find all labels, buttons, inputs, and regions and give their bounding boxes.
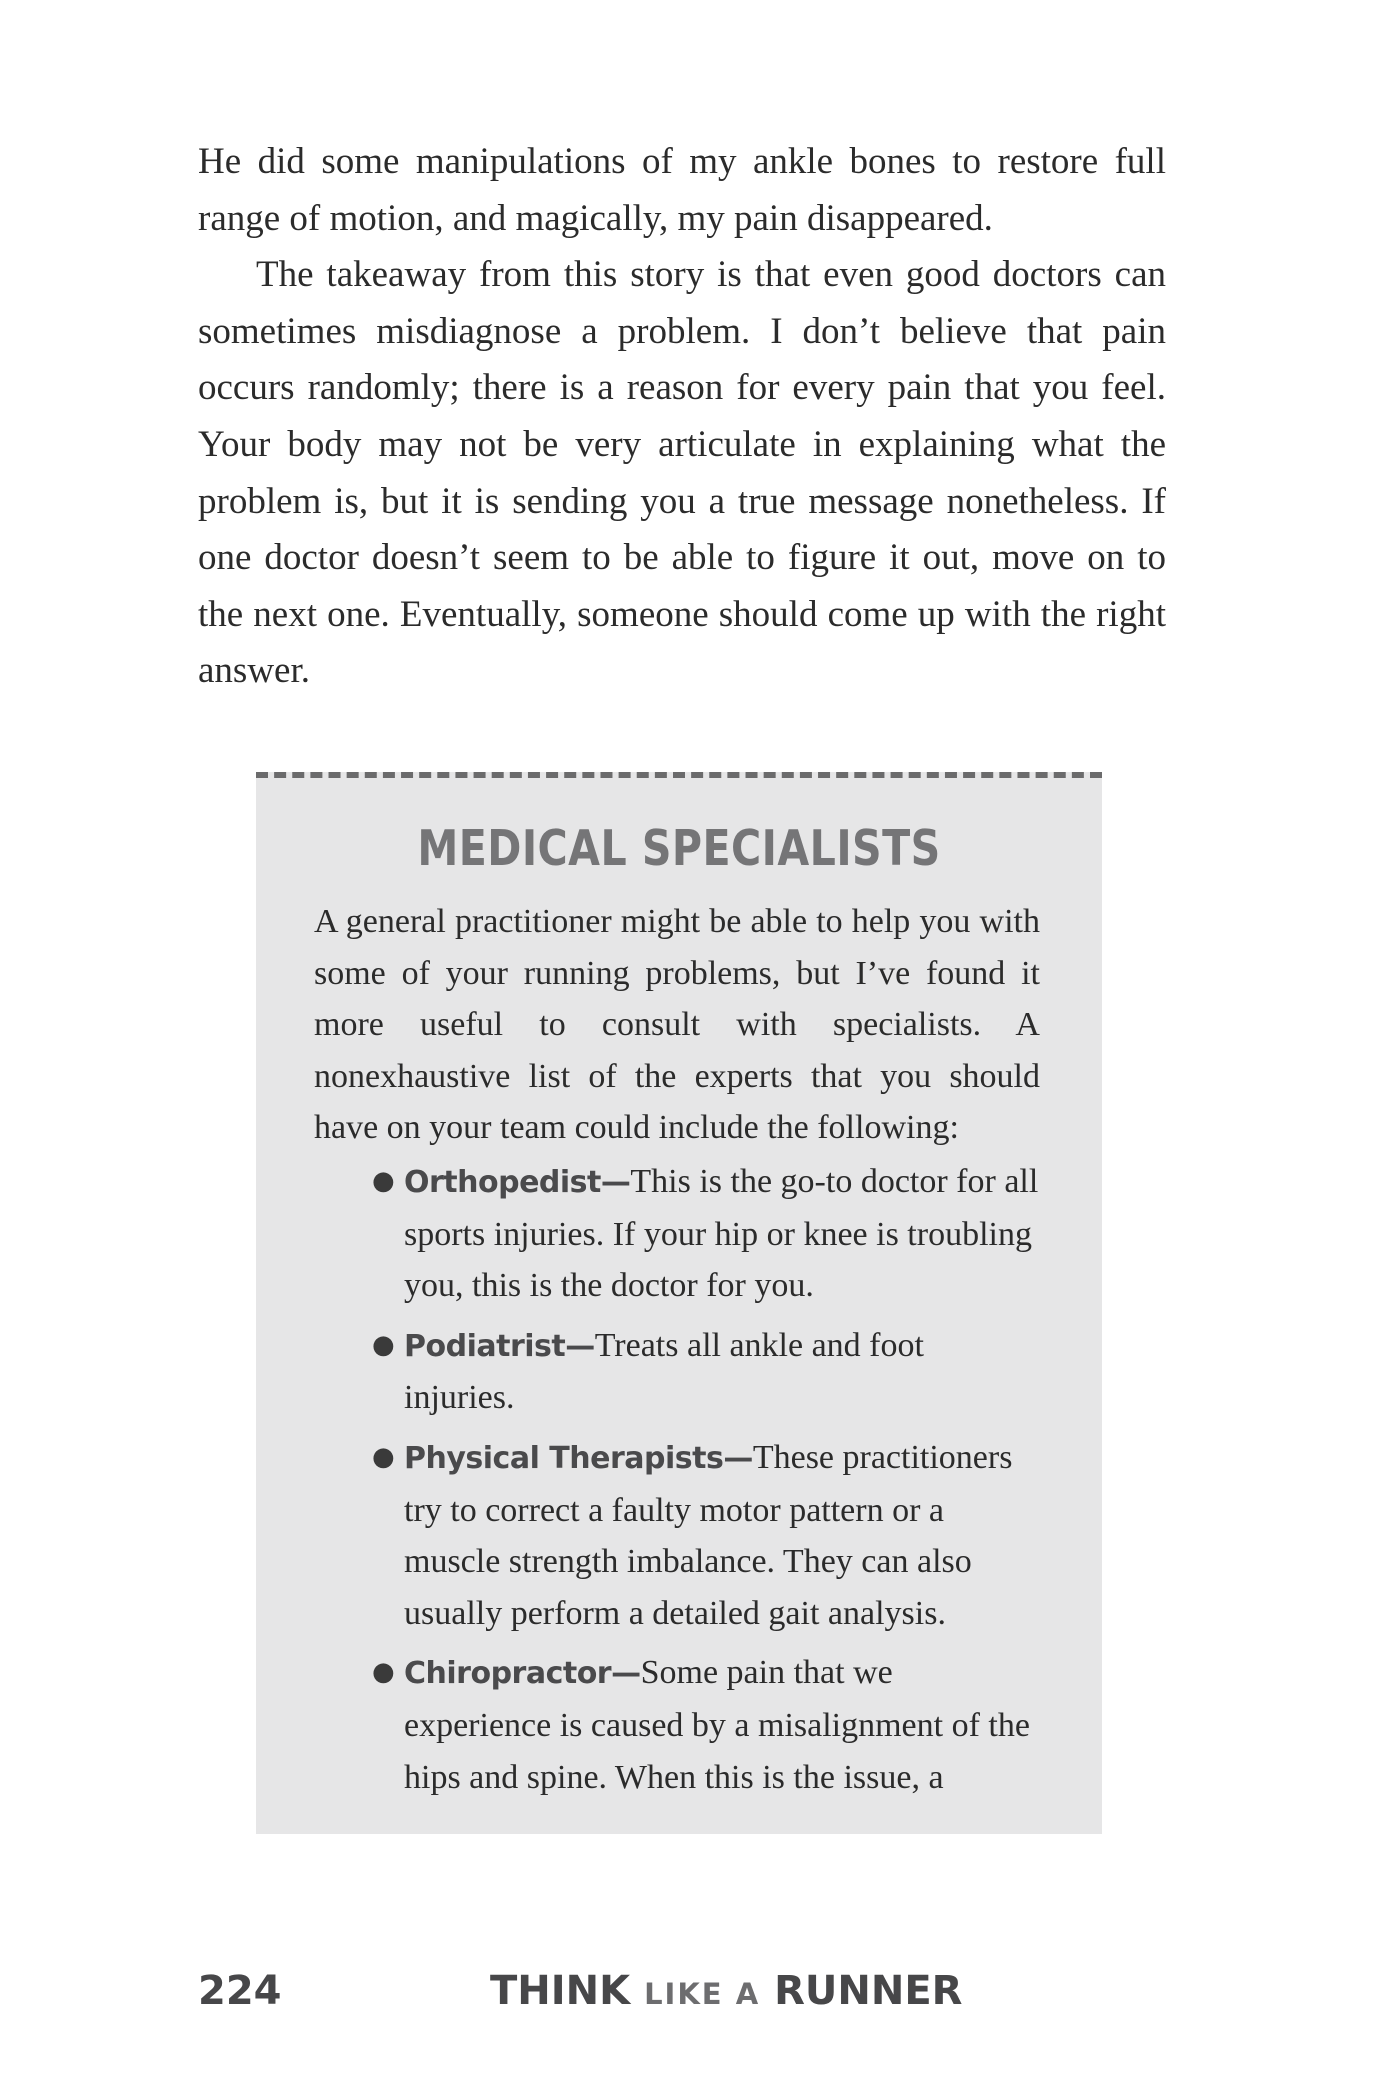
list-item-text: These practitioners try to correct a faulty motor pattern or a muscle strength imbalance. They can also usually perform a detailed gait analysis.: [404, 1438, 1013, 1632]
list-item-text: Some pain that we experience is caused by a misalignment of the hips and spine. When this is the issue, a: [404, 1654, 1030, 1796]
running-title: [490, 1968, 962, 2018]
list-item-term: Orthopedist—: [404, 1165, 631, 1200]
paragraph-2: The takeaway from this story is that even good doctors can sometimes misdiagnose a problem. I don’t believe that pain occurs randomly; there is a reason for every pain that you feel. Your body may not be very articulate in explaining what the problem is, but it is sending you a true message nonetheless. If one doctor doesn’t seem to be able to figure it out, move on to the next one. Eventually, someone should come up with the right answer.: [198, 254, 1166, 692]
running-title-runner: RUNNER: [774, 1968, 963, 2014]
bullet-icon: ●: [372, 1329, 395, 1360]
list-item-term: Physical Therapists—: [404, 1440, 753, 1476]
specialist-list: [314, 1156, 1040, 1811]
list-item-term: Chiropractor—: [404, 1656, 641, 1692]
list-item: [314, 1320, 1040, 1424]
sidebar-title: MEDICAL SPECIALISTS: [417, 820, 941, 877]
list-item-text: This is the go-to doctor for all sports injuries. If your hip or knee is troubling you, this is the doctor for you.: [404, 1163, 1039, 1305]
page-number: 224: [198, 1968, 282, 2014]
list-item: [314, 1156, 1040, 1312]
list-item: [314, 1432, 1040, 1639]
running-title-think: THINK: [490, 1968, 631, 2014]
running-title-like-a: LIKE A: [644, 1977, 761, 2011]
bullet-icon: ●: [372, 1441, 395, 1472]
list-item-term: Podiatrist—: [404, 1328, 595, 1364]
sidebar-box: [256, 772, 1102, 1834]
sidebar-intro: A general practitioner might be able to help you with some of your running problems, but I’ve found it more useful to consult with specialists. A nonexhaustive list of the experts that you should have on your team could include the following:: [314, 903, 1040, 1147]
bullet-icon: ●: [372, 1166, 395, 1196]
paragraph-1: He did some manipulations of my ankle bones to restore full range of motion, and magically, my pain disappeared.: [198, 141, 1166, 239]
body-text: [198, 134, 1166, 700]
list-item: [314, 1647, 1040, 1803]
list-item-text: Treats all ankle and foot injuries.: [404, 1326, 924, 1417]
bullet-icon: ●: [372, 1657, 395, 1688]
